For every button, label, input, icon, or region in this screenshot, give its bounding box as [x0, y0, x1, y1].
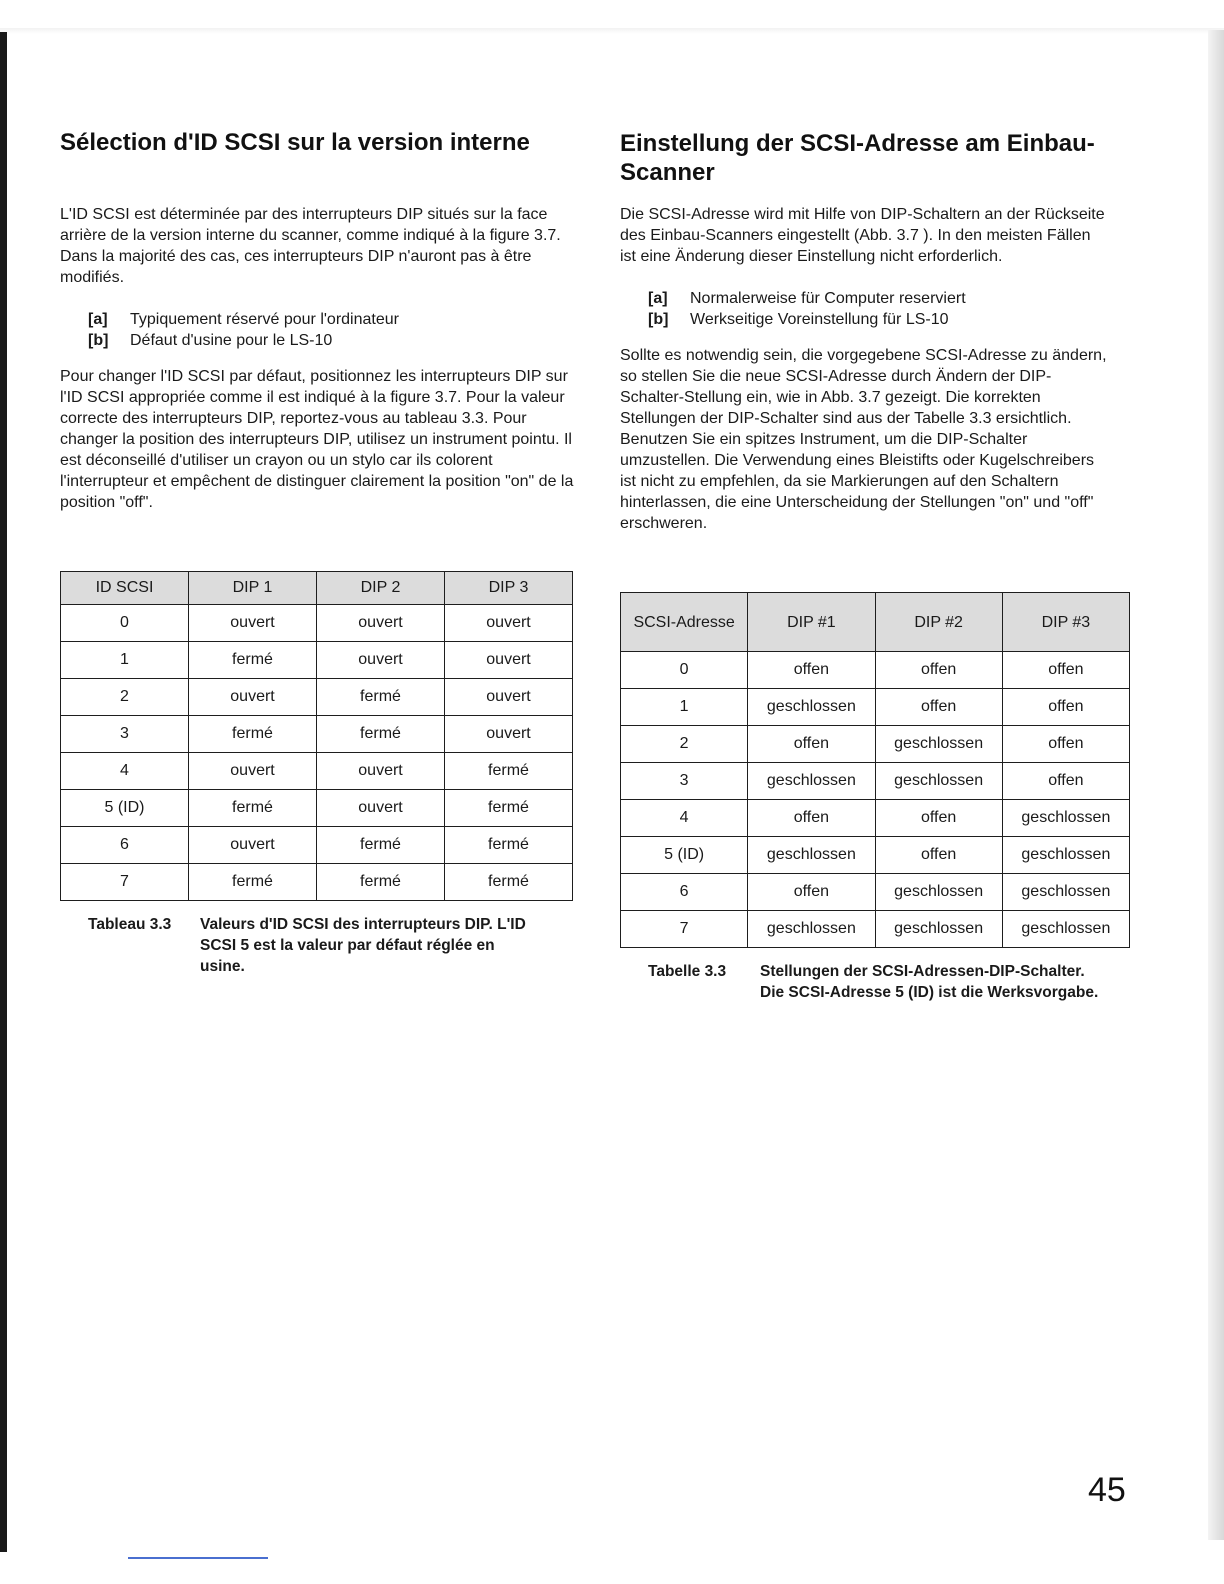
column-header: DIP 3: [445, 572, 573, 605]
table-row: [61, 716, 573, 753]
table-cell: fermé: [317, 716, 445, 753]
column-header: DIP #3: [1002, 593, 1129, 652]
table-cell: 5 (ID): [61, 790, 189, 827]
table-header-row: [61, 572, 573, 605]
table-cell: 1: [61, 642, 189, 679]
table-row: [61, 605, 573, 642]
column-header: DIP #2: [875, 593, 1002, 652]
table-cell: ouvert: [317, 753, 445, 790]
table-cell: 2: [621, 726, 748, 763]
table-cell: offen: [1002, 689, 1129, 726]
table-cell: ouvert: [189, 605, 317, 642]
table-cell: 5 (ID): [621, 837, 748, 874]
table-row: [621, 800, 1130, 837]
table-cell: 7: [61, 864, 189, 901]
german-heading: Einstellung der SCSI-Adresse am Einbau-Scanner: [620, 130, 1095, 186]
table-row: [621, 726, 1130, 763]
footer-link-underline: [128, 1557, 268, 1559]
table-cell: fermé: [445, 753, 573, 790]
column-header: DIP 1: [189, 572, 317, 605]
table-cell: fermé: [317, 679, 445, 716]
page-number: 45: [1088, 1471, 1126, 1509]
table-cell: 6: [621, 874, 748, 911]
table-cell: offen: [748, 800, 875, 837]
french-body: Pour changer l'ID SCSI par défaut, positionnez les interrupteurs DIP sur l'ID SCSI appropriée comme il est indiqué à la figure 3.7. Pour la valeur correcte des interrupteurs DIP, reportez-vous au tableau 3.3. Pour changer la position des interrupteurs DIP, utilisez un instrument pointu. Il est déconseillé d'utiliser un crayon ou un stylo car ils colorent l'interrupteur et empêchent de distinguer clairement la position "on" de la position "off".: [60, 368, 574, 511]
french-notes: [88, 309, 399, 351]
table-row: [61, 790, 573, 827]
german-body: Sollte es notwendig sein, die vorgegebene SCSI-Adresse zu ändern, so stellen Sie die neue SCSI-Adresse durch Ändern der DIP-Schalter-Stellung ein, wie in Abb. 3.7 gezeigt. Die korrekten Stellungen der DIP-Schalter sind aus der Tabelle 3.3 ersichtlich. Benutzen Sie ein spitzes Instrument, um die DIP-Schalter umzustellen. Die Verwendung eines Bleistifts oder Kugelschreibers ist nicht zu empfehlen, da sie Markierungen auf den Schaltern hinterlassen, die eine Unterscheidung der Stellungen "on" und "off" erschweren.: [620, 347, 1107, 532]
table-cell: 6: [61, 827, 189, 864]
page-edge-right: [1208, 30, 1224, 1540]
table-cell: geschlossen: [748, 911, 875, 948]
german-intro: Die SCSI-Adresse wird mit Hilfe von DIP-Schaltern an der Rückseite des Einbau-Scanners eingestellt (Abb. 3.7 ). In den meisten Fällen ist eine Änderung dieser Einstellung nicht erforderlich.: [620, 206, 1105, 265]
column-header: ID SCSI: [61, 572, 189, 605]
table-cell: 0: [621, 652, 748, 689]
table-cell: ouvert: [445, 642, 573, 679]
french-dip-table: [60, 571, 573, 901]
table-row: [621, 652, 1130, 689]
table-row: [61, 753, 573, 790]
table-cell: fermé: [189, 716, 317, 753]
french-note-a: [a] Typiquement réservé pour l'ordinateur: [88, 311, 399, 328]
table-cell: geschlossen: [748, 689, 875, 726]
table-cell: fermé: [189, 642, 317, 679]
table-cell: offen: [875, 689, 1002, 726]
table-cell: geschlossen: [1002, 911, 1129, 948]
table-cell: geschlossen: [748, 763, 875, 800]
table-cell: fermé: [445, 790, 573, 827]
table-cell: offen: [1002, 726, 1129, 763]
table-cell: offen: [875, 800, 1002, 837]
table-cell: 4: [621, 800, 748, 837]
table-row: [621, 689, 1130, 726]
table-cell: ouvert: [317, 790, 445, 827]
table-cell: 0: [61, 605, 189, 642]
table-cell: ouvert: [445, 679, 573, 716]
page-edge-left: [0, 32, 7, 1552]
column-header: SCSI-Adresse: [621, 593, 748, 652]
table-cell: fermé: [445, 864, 573, 901]
table-cell: geschlossen: [1002, 837, 1129, 874]
french-heading: Sélection d'ID SCSI sur la version interne: [60, 129, 530, 156]
table-cell: ouvert: [189, 753, 317, 790]
table-cell: 4: [61, 753, 189, 790]
table-cell: ouvert: [189, 679, 317, 716]
german-note-a: [a] Normalerweise für Computer reserviert: [648, 290, 966, 307]
table-cell: geschlossen: [1002, 800, 1129, 837]
table-cell: fermé: [445, 827, 573, 864]
table-cell: geschlossen: [875, 874, 1002, 911]
page-edge-top: [0, 28, 1224, 34]
table-row: [61, 827, 573, 864]
table-cell: 2: [61, 679, 189, 716]
table-cell: offen: [748, 726, 875, 763]
table-row: [621, 911, 1130, 948]
table-cell: offen: [748, 652, 875, 689]
column-header: DIP #1: [748, 593, 875, 652]
french-note-b: [b] Défaut d'usine pour le LS-10: [88, 332, 333, 349]
table-cell: geschlossen: [875, 726, 1002, 763]
table-cell: 3: [61, 716, 189, 753]
french-intro: L'ID SCSI est déterminée par des interrupteurs DIP situés sur la face arrière de la version interne du scanner, comme indiqué à la figure 3.7. Dans la majorité des cas, ces interrupteurs DIP n'auront pas à être modifiés.: [60, 206, 561, 286]
table-cell: fermé: [317, 864, 445, 901]
caption-text: Valeurs d'ID SCSI des interrupteurs DIP. L'ID SCSI 5 est la valeur par défaut réglée en usine.: [200, 916, 526, 975]
german-notes: [648, 288, 966, 330]
table-cell: offen: [1002, 763, 1129, 800]
table-cell: ouvert: [445, 605, 573, 642]
german-note-b: [b] Werkseitige Voreinstellung für LS-10: [648, 311, 949, 328]
table-cell: fermé: [317, 827, 445, 864]
table-cell: 1: [621, 689, 748, 726]
table-cell: offen: [748, 874, 875, 911]
table-cell: ouvert: [445, 716, 573, 753]
caption-text: Stellungen der SCSI-Adressen-DIP-Schalter. Die SCSI-Adresse 5 (ID) ist die Werksvorgabe.: [760, 963, 1099, 1001]
table-row: [61, 864, 573, 901]
french-table-caption: [88, 914, 578, 984]
table-cell: geschlossen: [875, 763, 1002, 800]
table-cell: offen: [875, 837, 1002, 874]
table-cell: 3: [621, 763, 748, 800]
table-row: [61, 642, 573, 679]
table-cell: offen: [875, 652, 1002, 689]
table-cell: geschlossen: [1002, 874, 1129, 911]
table-cell: ouvert: [317, 605, 445, 642]
table-row: [61, 679, 573, 716]
german-dip-table: [620, 592, 1130, 948]
german-table-caption: [648, 961, 1128, 1051]
table-cell: geschlossen: [875, 911, 1002, 948]
table-cell: geschlossen: [748, 837, 875, 874]
table-cell: ouvert: [317, 642, 445, 679]
table-row: [621, 763, 1130, 800]
caption-label: Tableau 3.3: [88, 916, 172, 933]
table-cell: offen: [1002, 652, 1129, 689]
table-row: [621, 837, 1130, 874]
table-cell: ouvert: [189, 827, 317, 864]
table-row: [621, 874, 1130, 911]
table-cell: fermé: [189, 864, 317, 901]
table-header-row: [621, 593, 1130, 652]
table-cell: 7: [621, 911, 748, 948]
table-cell: fermé: [189, 790, 317, 827]
column-header: DIP 2: [317, 572, 445, 605]
caption-label: Tabelle 3.3: [648, 963, 727, 980]
